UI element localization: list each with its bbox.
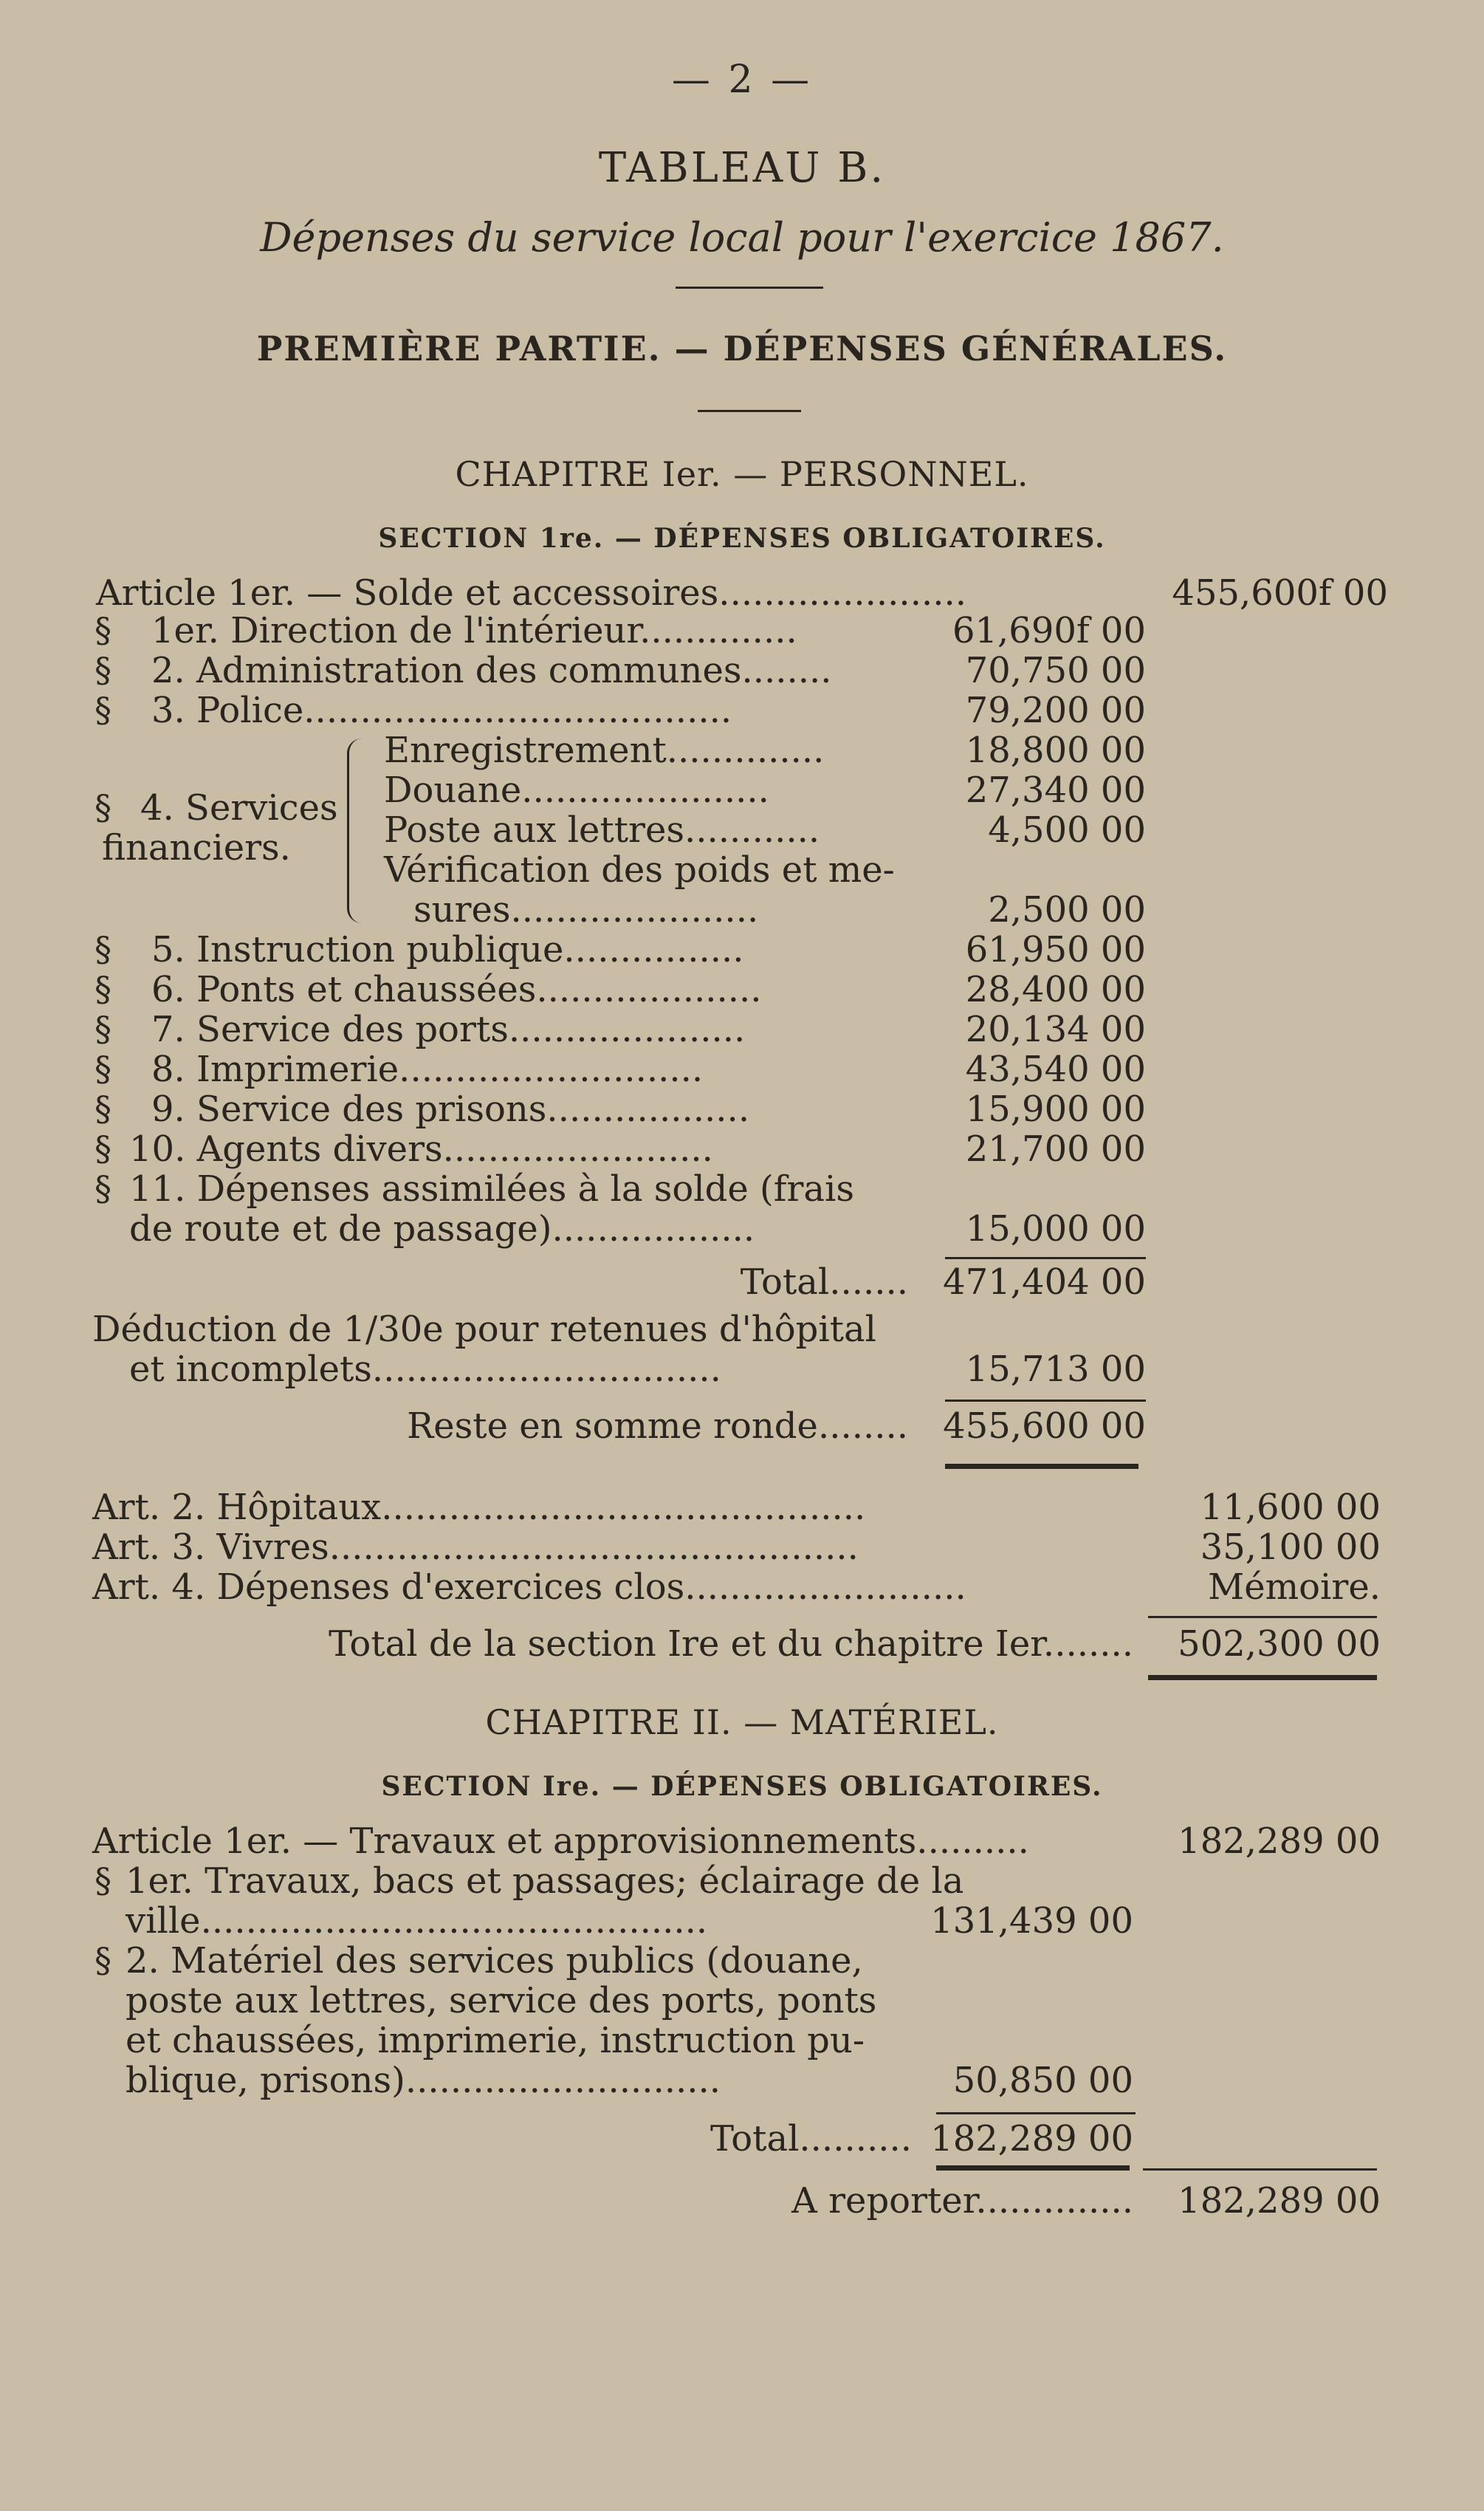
ch2-item-2-label-line2: poste aux lettres, service des ports, ponts [126, 1980, 877, 2021]
section-total-amount: 502,300 00 [1178, 1623, 1381, 1665]
ch1-item-5-amount: 61,950 00 [965, 929, 1146, 970]
ch2-item-2-amount: 50,850 00 [952, 2060, 1133, 2101]
part-title: PREMIÈRE PARTIE. — DÉPENSES GÉNÉRALES. [256, 329, 1228, 369]
ch1-total-label: Total....... [740, 1261, 908, 1303]
section-sign-icon: § [95, 1049, 111, 1089]
ch2-total-thick-rule [936, 2165, 1130, 2171]
deduction-label-line2: et incomplets............................... [129, 1349, 721, 1390]
article3-amount: 35,100 00 [1200, 1527, 1381, 1568]
service-douane-amount: 27,340 00 [965, 770, 1146, 811]
service-poste-amount: 4,500 00 [988, 809, 1146, 851]
ch2-total-label: Total.......... [710, 2118, 912, 2159]
article4-label: Art. 4. Dépenses d'exercices clos......................... [92, 1566, 966, 1608]
ch1-item-11-label-line2: de route et de passage).................. [129, 1208, 755, 1250]
section-sign-icon: § [95, 610, 111, 650]
page-number: — 2 — [671, 58, 813, 102]
section-sign-icon: § [95, 1009, 111, 1049]
report-rule [1143, 2168, 1377, 2171]
section-total-rule [1148, 1616, 1377, 1618]
section-sign-icon: § [95, 650, 111, 690]
service-poste-label: Poste aux lettres............ [384, 809, 820, 851]
section-sign-icon: § [95, 1860, 111, 1900]
service-enregistrement-label: Enregistrement.............. [384, 730, 825, 771]
ch1-item-6-amount: 28,400 00 [965, 969, 1146, 1010]
chapter2-article1-amount: 182,289 00 [1178, 1820, 1381, 1862]
ch2-total-rule [936, 2112, 1136, 2114]
ch2-item-2-label-line3: et chaussées, imprimerie, instruction pu- [126, 2020, 865, 2061]
ch1-item-8-label: 8. Imprimerie........................... [151, 1049, 704, 1090]
deduction-amount: 15,713 00 [965, 1349, 1146, 1390]
title-divider [676, 287, 823, 289]
report-label: A reporter.............. [791, 2180, 1133, 2221]
total-rule [945, 1257, 1146, 1259]
ch1-item-9-amount: 15,900 00 [965, 1089, 1146, 1130]
section-sign-icon: § [95, 1128, 111, 1168]
ch1-item-10-label: 10. Agents divers........................ [129, 1128, 713, 1170]
chapter1-article1-amount: 455,600f 00 [1172, 572, 1388, 614]
ch2-total-amount: 182,289 00 [930, 2118, 1133, 2159]
ch1-item-2-label: 2. Administration des communes........ [151, 650, 832, 691]
ch2-item-1-label-line1: 1er. Travaux, bacs et passages; éclairage de la [126, 1860, 964, 1902]
service-sures-label: sures...................... [413, 889, 759, 931]
section-sign-icon: § [95, 929, 111, 969]
service-enregistrement-amount: 18,800 00 [965, 730, 1146, 771]
section-sign-icon: § [95, 1168, 111, 1208]
chapter1-article1-label: Article 1er. — Solde et accessoires...................... [96, 572, 966, 614]
table-title: TABLEAU B. [598, 144, 886, 192]
ch1-item-9-label: 9. Service des prisons.................. [151, 1089, 750, 1130]
chapter1-section-title: SECTION 1re. — DÉPENSES OBLIGATOIRES. [378, 523, 1106, 554]
section-sign-icon: § [95, 787, 111, 827]
service-sures-amount: 2,500 00 [988, 889, 1146, 931]
service-douane-label: Douane...................... [384, 770, 769, 811]
services-financiers-label-2: financiers. [102, 827, 291, 869]
article2-label: Art. 2. Hôpitaux........................................... [92, 1487, 866, 1528]
reste-label: Reste en somme ronde........ [407, 1405, 908, 1447]
chapter2-title: CHAPITRE II. — MATÉRIEL. [485, 1702, 999, 1742]
chapter2-article1-label: Article 1er. — Travaux et approvisionnements.......... [92, 1820, 1029, 1862]
chapter1-title: CHAPITRE Ier. — PERSONNEL. [455, 454, 1029, 494]
ch2-item-2-label-line1: 2. Matériel des services publics (douane, [126, 1940, 863, 1981]
section-total-thick-rule [1148, 1675, 1377, 1680]
deduction-label-line1: Déduction de 1/30e pour retenues d'hôpital [92, 1309, 876, 1350]
article3-label: Art. 3. Vivres............................................... [92, 1527, 859, 1568]
ch1-item-5-label: 5. Instruction publique................ [151, 929, 744, 970]
ch2-item-2-label-line4: blique, prisons)............................ [126, 2060, 721, 2101]
section-sign-icon: § [95, 690, 111, 730]
section-sign-icon: § [95, 969, 111, 1009]
ch1-total-amount: 471,404 00 [943, 1261, 1146, 1303]
ch2-item-1-amount: 131,439 00 [930, 1900, 1133, 1942]
service-verification-label: Vérification des poids et me- [384, 849, 895, 891]
reste-thick-rule [945, 1464, 1138, 1469]
ch1-item-2-amount: 70,750 00 [965, 650, 1146, 691]
ch2-item-1-label-line2: ville............................................. [126, 1900, 708, 1942]
section-sign-icon: § [95, 1940, 111, 1980]
section-total-label: Total de la section Ire et du chapitre Ier........ [329, 1623, 1133, 1665]
section-sign-icon: § [95, 1089, 111, 1128]
reste-amount: 455,600 00 [943, 1405, 1146, 1447]
ch1-item-7-amount: 20,134 00 [965, 1009, 1146, 1050]
reste-rule [945, 1400, 1146, 1402]
article2-amount: 11,600 00 [1200, 1487, 1381, 1528]
ch1-item-11-label-line1: 11. Dépenses assimilées à la solde (frais [129, 1168, 855, 1210]
ch1-item-1-label: 1er. Direction de l'intérieur.............. [151, 610, 797, 651]
ch1-item-3-label: 3. Police...................................... [151, 690, 732, 731]
part-divider [698, 410, 801, 412]
services-brace [347, 739, 365, 923]
chapter2-section-title: SECTION Ire. — DÉPENSES OBLIGATOIRES. [381, 1771, 1103, 1802]
ch1-item-8-amount: 43,540 00 [965, 1049, 1146, 1090]
document-subtitle: Dépenses du service local pour l'exercice 1867. [260, 214, 1224, 261]
ch1-item-11-amount: 15,000 00 [965, 1208, 1146, 1250]
report-amount: 182,289 00 [1178, 2180, 1381, 2221]
services-financiers-label: 4. Services [140, 787, 338, 829]
ch1-item-10-amount: 21,700 00 [965, 1128, 1146, 1170]
article4-amount: Mémoire. [1208, 1566, 1381, 1608]
ch1-item-3-amount: 79,200 00 [965, 690, 1146, 731]
ch1-item-1-amount: 61,690f 00 [952, 610, 1146, 651]
ch1-item-6-label: 6. Ponts et chaussées.................... [151, 969, 762, 1010]
ch1-item-7-label: 7. Service des ports..................... [151, 1009, 746, 1050]
